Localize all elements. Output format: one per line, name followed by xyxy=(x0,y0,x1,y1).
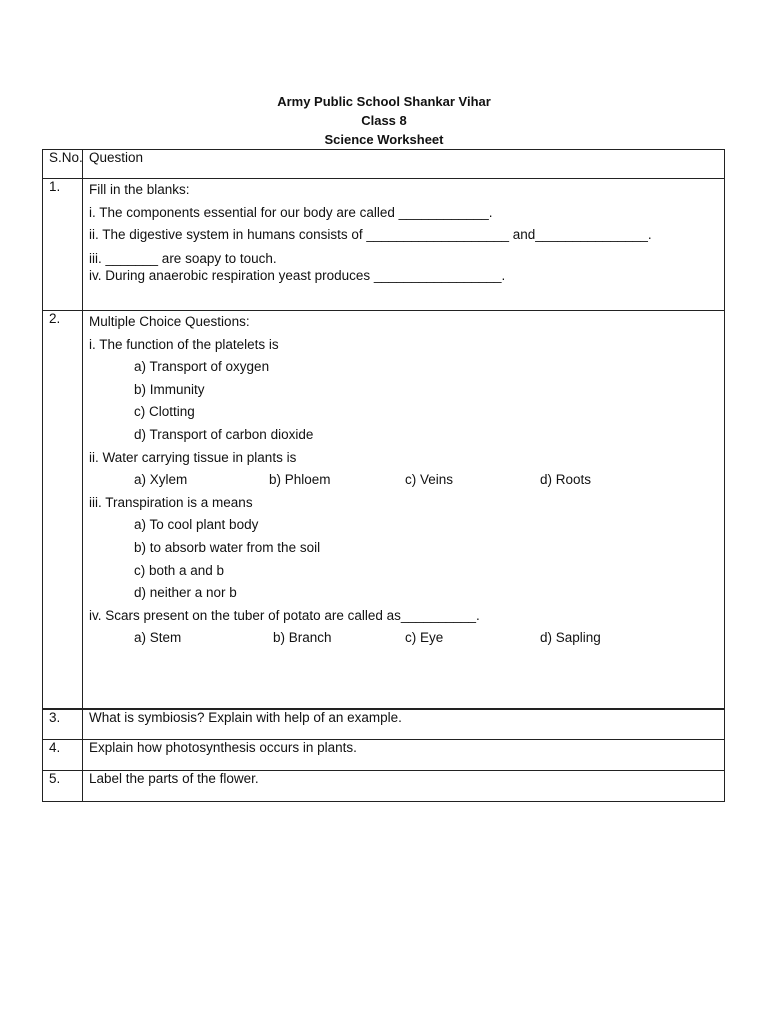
mcq-option: a) To cool plant body xyxy=(134,517,259,533)
table-row xyxy=(43,179,725,311)
row-number: 3. xyxy=(43,709,83,740)
fill-blank-item: iii. _______ are soapy to touch. xyxy=(89,250,277,266)
mcq-question: iv. Scars present on the tuber of potato are called as__________. xyxy=(89,607,480,623)
mcq-option: d) Sapling xyxy=(540,630,601,646)
table-header-row xyxy=(43,150,725,179)
question-heading: Fill in the blanks: xyxy=(89,182,190,197)
mcq-option: c) Clotting xyxy=(134,404,195,420)
table-row xyxy=(43,740,725,771)
mcq-option: a) Transport of oxygen xyxy=(134,359,270,375)
mcq-option: a) Stem xyxy=(134,630,182,646)
fill-blank-item: ii. The digestive system in humans consists of ___________________ and_______________. xyxy=(89,227,652,243)
column-header-question: Question xyxy=(83,150,725,179)
question-cell xyxy=(83,179,725,311)
question-cell xyxy=(83,311,725,709)
mcq-option: b) Phloem xyxy=(269,472,331,488)
question-text: Label the parts of the flower. xyxy=(83,771,725,802)
row-number: 4. xyxy=(43,740,83,771)
question-text: What is symbiosis? Explain with help of an example. xyxy=(83,709,725,740)
mcq-option: c) Veins xyxy=(405,472,454,488)
mcq-option: d) Roots xyxy=(540,472,592,488)
mcq-option: d) Transport of carbon dioxide xyxy=(134,426,314,442)
class-label: Class 8 xyxy=(361,113,407,128)
mcq-question: iii. Transpiration is a means xyxy=(89,494,253,510)
mcq-option: b) Branch xyxy=(273,630,332,646)
mcq-option: a) Xylem xyxy=(134,472,188,488)
mcq-option-row xyxy=(89,469,724,492)
row-number: 2. xyxy=(43,311,83,709)
table-row xyxy=(43,709,725,740)
fill-blank-item: i. The components essential for our body are called ____________. xyxy=(89,204,493,220)
mcq-option: c) Eye xyxy=(405,630,444,646)
mcq-question: i. The function of the platelets is xyxy=(89,336,279,352)
mcq-option: d) neither a nor b xyxy=(134,585,237,601)
worksheet-header xyxy=(0,92,768,149)
mcq-option: b) to absorb water from the soil xyxy=(134,539,321,555)
mcq-option: b) Immunity xyxy=(134,381,205,397)
school-name: Army Public School Shankar Vihar xyxy=(277,94,491,109)
table-row xyxy=(43,311,725,709)
column-header-sno: S.No. xyxy=(43,150,83,179)
question-table xyxy=(42,149,725,802)
question-heading: Multiple Choice Questions: xyxy=(89,314,250,329)
worksheet-title: Science Worksheet xyxy=(324,132,444,147)
mcq-option-row xyxy=(89,627,724,650)
fill-blank-item: iv. During anaerobic respiration yeast produces _________________. xyxy=(89,267,506,283)
row-number: 5. xyxy=(43,771,83,802)
row-number: 1. xyxy=(43,179,83,311)
table-row xyxy=(43,771,725,802)
mcq-option: c) both a and b xyxy=(134,562,225,578)
mcq-question: ii. Water carrying tissue in plants is xyxy=(89,449,297,465)
question-text: Explain how photosynthesis occurs in plants. xyxy=(83,740,725,771)
